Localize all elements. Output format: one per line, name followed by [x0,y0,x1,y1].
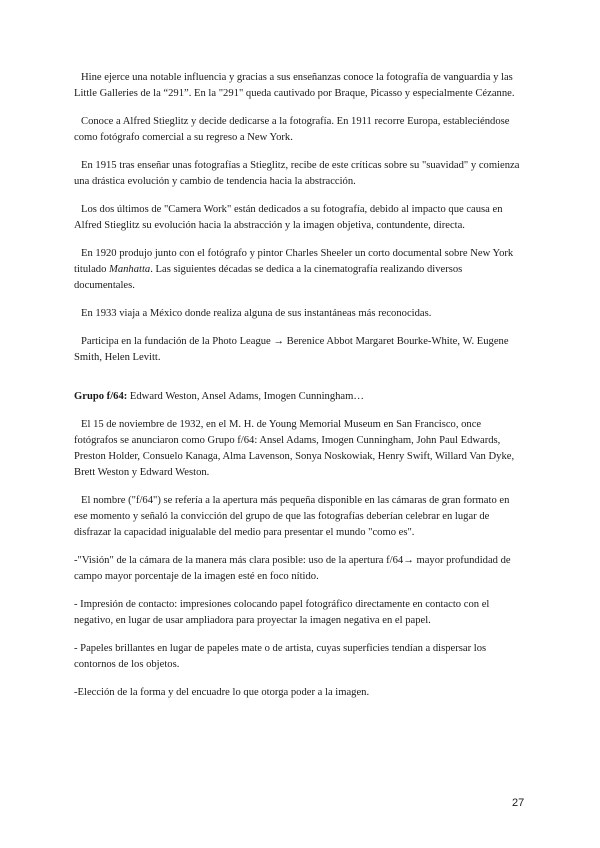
paragraph-1920 [74,246,524,294]
section-heading-grupo-f64 [74,389,524,405]
list-item-contact-print: - Impresión de contacto: impresiones colocando papel fotográfico directamente en contacto con el negativo, en lugar de usar ampliadora para proyectar la imagen negativa en el papel. [74,599,490,626]
paragraph-hine: Hine ejerce una notable influencia y gracias a sus enseñanzas conoce la fotografía de vanguardia y las Little Galleries de la “291”. En la "291" queda cautivado por Braque, Picasso y especialmente Cézanne. [74,72,515,99]
list-item-glossy-paper: - Papeles brillantes en lugar de papeles mate o de artista, cuyas superficies tendían a dispersar los contornos de los objetos. [74,643,487,670]
section-spacer [74,378,524,389]
page-number: 27 [512,797,525,809]
paragraph-1933: En 1933 viaja a México donde realiza alguna de sus instantáneas más reconocidas. [81,308,432,319]
section-heading-label: Grupo f/64: [74,391,128,402]
paragraph-name-meaning: El nombre ("f/64") se refería a la apertura más pequeña disponible en las cámaras de gran formato en ese momento y señaló la convicción del grupo de que las fotografías deberían celebrar en lugar de disfrazar la capacidad inigualable del medio para presentar el mundo "como es". [74,495,510,538]
list-item-vision: -"Visión" de la cámara de la manera más clara posible: uso de la apertura f/64→ mayor profundidad de campo mayor porcentaje de la imagen esté en foco nítido. [74,555,511,582]
paragraph-founding: El 15 de noviembre de 1932, en el M. H. de Young Memorial Museum en San Francisco, once fotógrafos se anunciaron como Grupo f/64: Ansel Adams, Imogen Cunningham, John Paul Edwards, Preston Holder, Consuelo Kanaga, Alma Lavenson, Sonya Noskowiak, Henry Swift, Willard Van Dyke, Brett Weston y Edward Weston. [74,419,515,478]
paragraph-camera-work: Los dos últimos de "Camera Work" están dedicados a su fotografía, debido al impacto que causa en Alfred Stieglitz su evolución hacia la abstracción y la imagen objetiva, contundente, directa. [74,204,503,231]
list-item-framing: -Elección de la forma y del encuadre lo que otorga poder a la imagen. [74,687,370,698]
paragraph-photo-league: Participa en la fundación de la Photo League → Berenice Abbot Margaret Bourke-White, W. Eugene Smith, Helen Levitt. [74,336,509,363]
film-title-manhatta: Manhatta [109,264,151,275]
paragraph-1920-text-start: En 1920 produjo junto con el fotógrafo y pintor Charles Sheeler un corto documental sobre New York titulado [74,248,514,275]
paragraph-1915: En 1915 tras enseñar unas fotografías a Stieglitz, recibe de este críticas sobre su "suavidad" y comienza una drástica evolución y cambio de tendencia hacia la abstracción. [74,160,520,187]
section-heading-members: Edward Weston, Ansel Adams, Imogen Cunningham… [127,391,364,402]
paragraph-1920-text-end: . Las siguientes décadas se dedica a la cinematografía realizando diversos documentales. [74,264,463,291]
document-body [74,70,524,713]
paragraph-stieglitz: Conoce a Alfred Stieglitz y decide dedicarse a la fotografía. En 1911 recorre Europa, estableciéndose como fotógrafo comercial a su regreso a New York. [74,116,510,143]
